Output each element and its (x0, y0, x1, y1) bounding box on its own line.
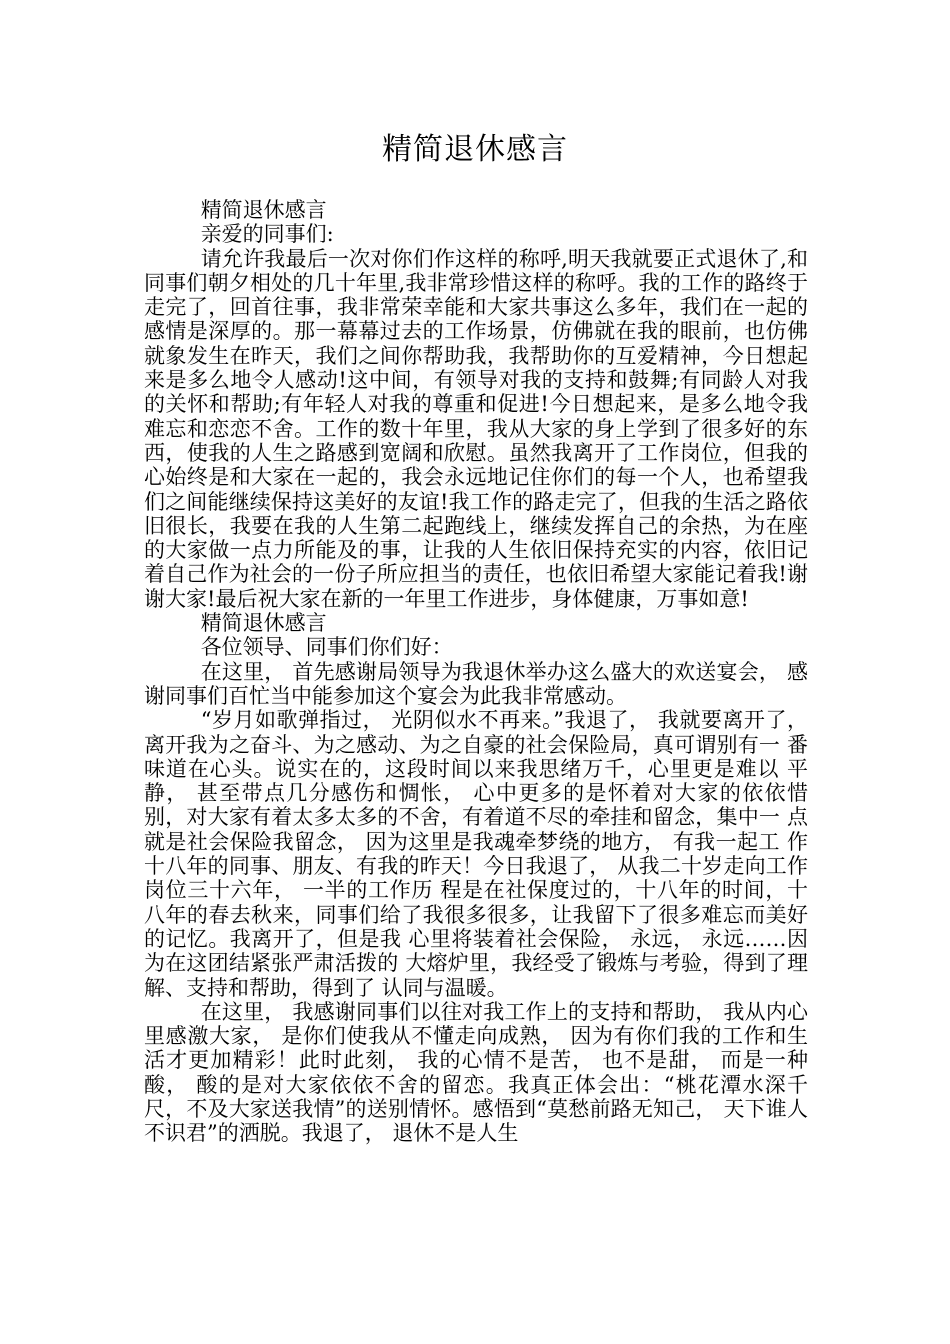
paragraph-heading-1: 精简退休感言 (200, 198, 327, 222)
paragraph-heading-2: 精简退休感言 (200, 611, 327, 636)
paragraph-salutation-2: 各位领导、同事们你们好： (200, 635, 453, 660)
paragraph-salutation-1: 亲爱的同事们: (200, 222, 334, 247)
document-body (144, 198, 808, 1146)
document-title: 精简退休感言 (382, 132, 568, 167)
paragraph-body-3: “岁月如歌弹指过， 光阴似水不再来。”我退了， 我就要离开了， 离开我为之奋斗、为之感动、为之自豪的社会保险局，真可谓别有一 番味道在心头。说实在的，这段时间以来我思绪万千，心里更是难以 平静， 甚至带点几分感伤和惆怅， 心中更多的是怀着对大家的依依惜 别，对大家有着太多太多的不舍，有着道不尽的牵挂和留念，集中一 点就是社会保险我留念， 因为这里是我魂牵梦绕的地方， 有我一起工 作十八年的同事、朋友、有我的昨天！今日我退了， 从我二十岁走向工作岗位三十六年， 一半的工作历 程是在社保度过的，十八年的时间，十八年的春去秋来，同事们给了我很多很多，让我留下了很多难忘而美好的记忆。我离开了，但是我 心里将装着社会保险， 永远， 永远……因为在这团结紧张严肃活拨的 大熔炉里，我经受了锻炼与考验，得到了理解、支持和帮助，得到了 认同与温暖。 (144, 708, 808, 1000)
paragraph-body-2: 在这里， 首先感谢局领导为我退休举办这么盛大的欢送宴会， 感 谢同事们百忙当中能参加这个宴会为此我非常感动。 (144, 659, 808, 708)
paragraph-body-4: 在这里， 我感谢同事们以往对我工作上的支持和帮助， 我从内心 里感激大家， 是你们使我从不懂走向成熟， 因为有你们我的工作和生 活才更加精彩！此时此刻， 我的心情不是苦， 也不是甜， 而是一种酸， 酸的是对大家依依不舍的留恋。我真正体会出：“桃花潭水深千尺，不及大家送我情”的送别情怀。感悟到“莫愁前路无知己， 天下谁人 不识君”的洒脱。我退了， 退休不是人生 (144, 999, 808, 1146)
paragraph-body-1: 请允许我最后一次对你们作这样的称呼,明天我就要正式退休了,和同事们朝夕相处的几十年里,我非常珍惜这样的称呼。我的工作的路终于走完了，回首往事，我非常荣幸能和大家共事这么多年，我们在一起的感情是深厚的。那一幕幕过去的工作场景，仿佛就在我的眼前，也仿佛就象发生在昨天，我们之间你帮助我，我帮助你的互爱精神，今日想起来是多么地令人感动!这中间，有领导对我的支持和鼓舞;有同龄人对我的关怀和帮助;有年轻人对我的尊重和促进!今日想起来，是多么地令我难忘和恋恋不舍。工作的数十年里，我从大家的身上学到了很多好的东西，使我的人生之路感到宽阔和欣慰。虽然我离开了工作岗位，但我的心始终是和大家在一起的，我会永远地记住你们的每一个人，也希望我们之间能继续保持这美好的友谊!我工作的路走完了，但我的生活之路依旧很长，我要在我的人生第二起跑线上，继续发挥自己的余热，为在座的大家做一点力所能及的事，让我的人生依旧保持充实的内容，依旧记着自己作为社会的一份子所应担当的责任，也依旧希望大家能记着我!谢谢大家!最后祝大家在新的一年里工作进步，身体健康，万事如意! (144, 246, 808, 611)
